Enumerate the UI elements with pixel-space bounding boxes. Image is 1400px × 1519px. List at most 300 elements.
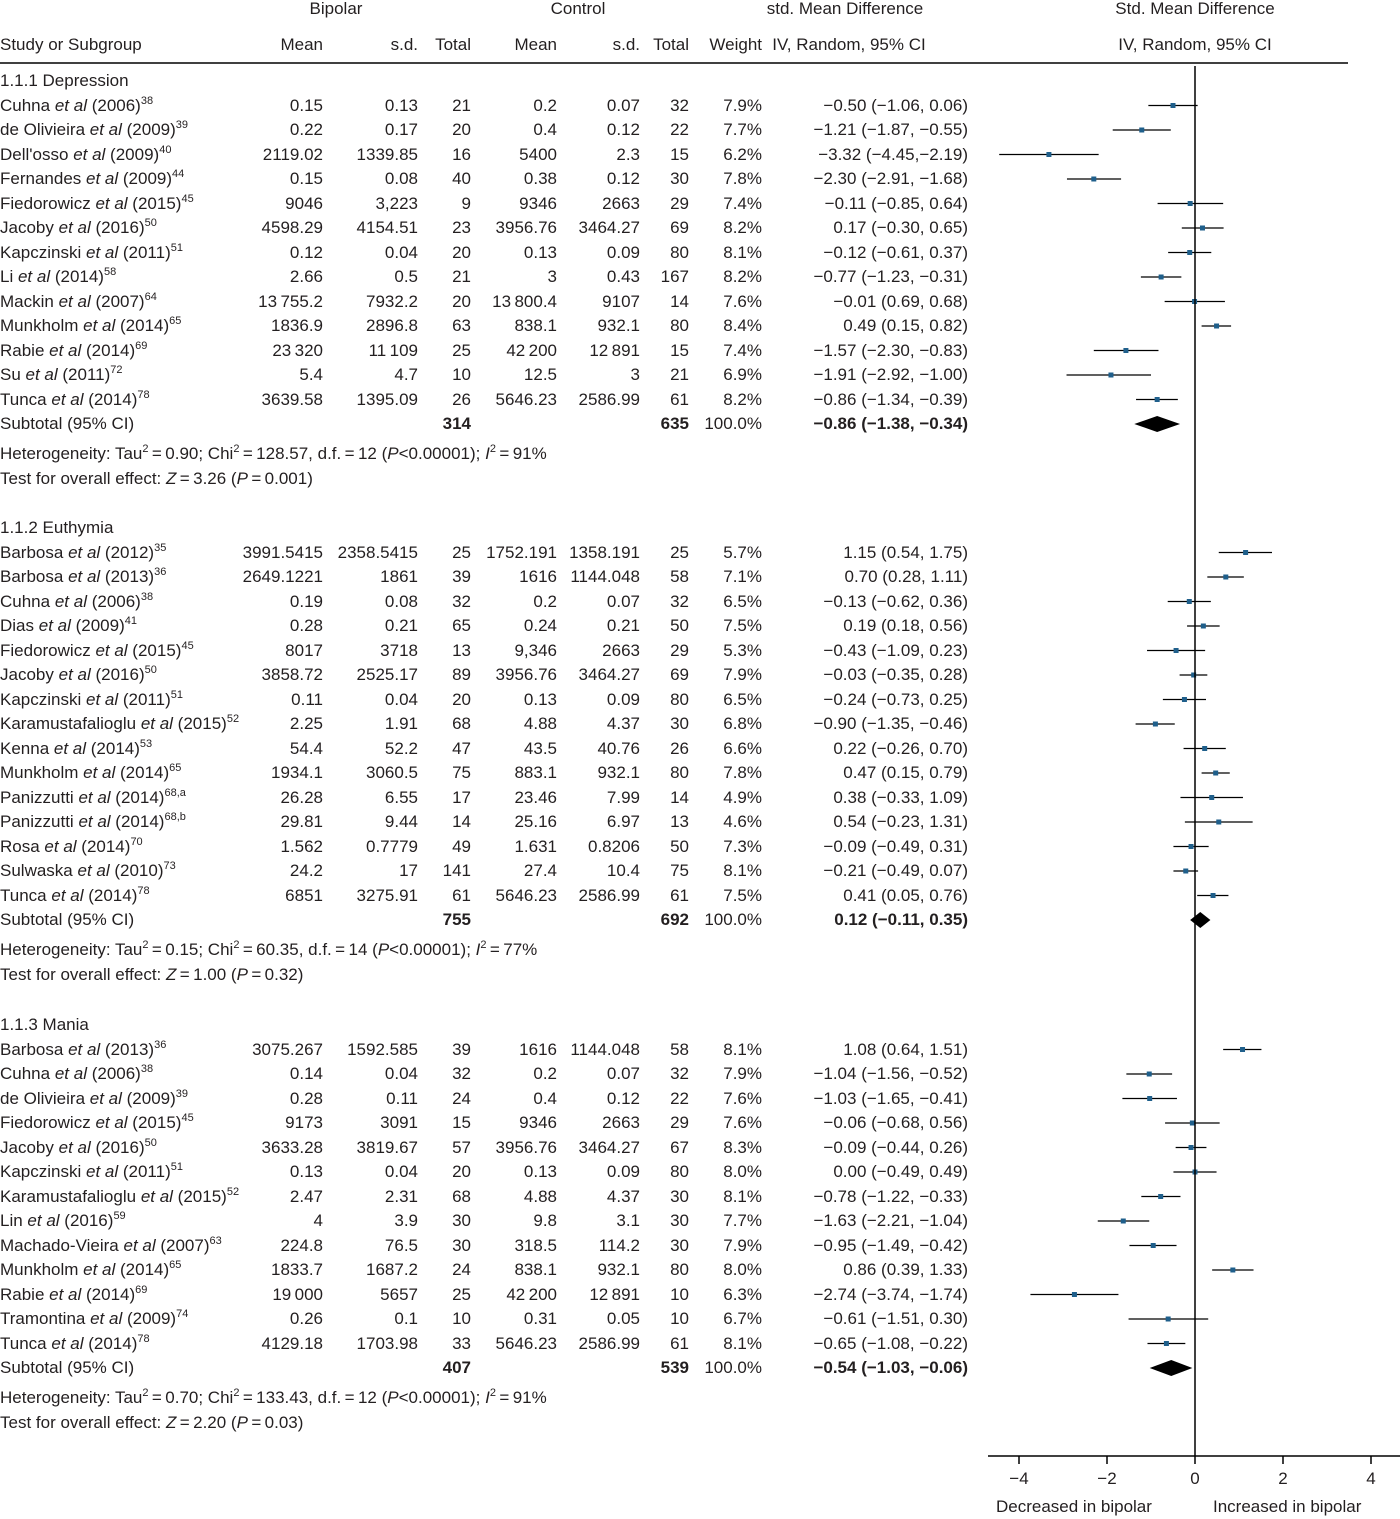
study-etal: et al	[73, 144, 106, 164]
study-year: (2014)	[115, 1260, 170, 1279]
point-estimate	[1121, 1219, 1126, 1224]
mean-bipolar: 0.28	[289, 616, 323, 635]
total-control: 29	[670, 193, 689, 213]
effect-z: Z	[165, 468, 177, 488]
sd-bipolar: 4.7	[394, 365, 418, 384]
sd-bipolar: 0.04	[384, 1162, 418, 1181]
weight: 8.2%	[723, 218, 762, 237]
mean-control: 1.631	[514, 836, 557, 856]
mean-control: 43.5	[523, 738, 557, 758]
effect-ci-text: 1.08 (0.64, 1.51)	[843, 1039, 968, 1059]
weight: 7.7%	[723, 1211, 762, 1230]
weight: 6.5%	[723, 689, 762, 709]
weight: 7.9%	[723, 1064, 762, 1083]
study-year: (2006)	[86, 1064, 141, 1083]
effect-ci-text: −0.86 (−1.34, −0.39)	[813, 389, 968, 409]
study-ref: 45	[181, 192, 194, 205]
study-author: Karamustafalioglu	[0, 714, 137, 733]
effect-ci-text: −0.09 (−0.49, 0.31)	[823, 836, 968, 856]
total-bipolar: 25	[452, 1284, 471, 1304]
point-estimate	[1183, 869, 1188, 874]
study-label	[0, 764, 181, 781]
heterogeneity-text	[0, 445, 547, 462]
subgroup-title: 1.1.1 Depression	[0, 71, 129, 90]
study-label	[0, 862, 176, 879]
weight: 7.6%	[723, 291, 762, 311]
effect-ci-text: −1.57 (−2.30, −0.83)	[813, 340, 968, 360]
sd-bipolar: 0.04	[384, 242, 418, 262]
subtotal-weight: 100.0%	[704, 1358, 762, 1377]
study-ref: 53	[139, 737, 153, 750]
study-ref: 59	[113, 1210, 126, 1222]
weight: 7.9%	[723, 665, 762, 684]
study-label	[0, 617, 137, 634]
total-control: 14	[670, 787, 689, 807]
mean-control: 23.46	[514, 787, 557, 807]
study-ref: 39	[175, 119, 189, 131]
point-estimate	[1188, 201, 1193, 206]
subtotal-ci-text: 0.12 (−0.11, 0.35)	[834, 910, 968, 929]
total-control: 29	[670, 1113, 689, 1132]
study-label	[0, 339, 148, 360]
het-sup: 2	[142, 443, 149, 455]
study-etal: et al	[51, 885, 84, 905]
study-ref: 70	[130, 835, 143, 848]
sd-control: 10.4	[606, 861, 640, 880]
mean-control: 5646.23	[495, 885, 557, 905]
point-estimate	[1209, 795, 1214, 800]
het-p: P	[387, 444, 399, 463]
sd-bipolar: 11 109	[368, 340, 418, 360]
study-label	[0, 192, 194, 213]
sd-control: 3464.27	[578, 218, 640, 237]
study-author: Tunca	[0, 1333, 47, 1353]
study-author: Kenna	[0, 738, 50, 758]
study-ref: 40	[159, 143, 172, 156]
study-label	[0, 1163, 183, 1180]
total-control: 50	[670, 616, 689, 635]
total-control: 14	[670, 291, 689, 311]
study-author: Tunca	[0, 389, 47, 409]
sd-bipolar: 9.44	[384, 812, 418, 831]
subtotal-ci-text: −0.86 (−1.38, −0.34)	[813, 414, 968, 433]
total-control: 13	[670, 812, 689, 831]
study-author: Karamustafalioglu	[0, 1186, 137, 1206]
sd-bipolar: 0.08	[384, 591, 418, 611]
point-estimate	[1202, 746, 1207, 751]
study-label	[0, 94, 154, 115]
mean-control: 4.88	[523, 714, 557, 733]
study-ref: 51	[170, 241, 183, 254]
total-control: 69	[670, 218, 689, 237]
study-year: (2011)	[118, 242, 171, 262]
study-etal: et al	[58, 218, 91, 237]
total-bipolar: 68	[452, 1186, 471, 1206]
study-year: (2015)	[127, 640, 182, 660]
effect-ci-text: −0.06 (−0.68, 0.56)	[823, 1113, 968, 1132]
study-label	[0, 170, 184, 187]
study-ref: 78	[137, 884, 150, 897]
study-author: Dias	[0, 616, 35, 635]
effect-ci-text: −0.24 (−0.73, 0.25)	[823, 689, 968, 709]
x-tick-label: 2	[1278, 1469, 1288, 1488]
mean-control: 9.8	[533, 1211, 557, 1230]
study-label	[0, 1087, 189, 1108]
mean-bipolar: 4129.18	[261, 1333, 323, 1353]
effect-ci-text: 1.15 (0.54, 1.75)	[843, 542, 968, 562]
total-bipolar: 30	[452, 1235, 471, 1255]
weight: 7.6%	[723, 1088, 762, 1108]
sd-control: 932.1	[597, 763, 640, 782]
mean-control: 883.1	[514, 763, 557, 782]
study-etal: et al	[68, 567, 101, 586]
mean-bipolar: 13 755.2	[258, 291, 323, 311]
point-estimate	[1243, 550, 1248, 555]
subtotal-total-bipolar: 314	[442, 414, 471, 433]
study-author: Barbosa	[0, 542, 64, 562]
point-estimate	[1240, 1047, 1245, 1052]
study-etal: et al	[38, 616, 71, 635]
study-author: Jacoby	[0, 1137, 54, 1157]
point-estimate	[1216, 820, 1221, 825]
study-etal: et al	[140, 1186, 173, 1206]
mean-bipolar: 1836.9	[271, 316, 323, 335]
total-control: 32	[670, 1064, 689, 1083]
study-year: (2006)	[86, 95, 141, 115]
effect-part: = 0.001)	[247, 468, 313, 488]
study-year: (2014)	[110, 812, 165, 831]
study-ref: 73	[163, 860, 176, 872]
effect-ci-text: −0.78 (−1.22, −0.33)	[813, 1186, 968, 1206]
study-etal: et al	[54, 1064, 87, 1083]
total-bipolar: 24	[452, 1260, 471, 1279]
total-control: 80	[670, 689, 689, 709]
total-bipolar: 49	[452, 836, 471, 856]
study-etal: et al	[86, 169, 119, 188]
effect-p: P	[236, 1412, 248, 1432]
het-i: I	[485, 1388, 490, 1407]
study-etal: et al	[83, 763, 116, 782]
total-control: 67	[670, 1137, 689, 1157]
het-part: = 91%	[495, 444, 547, 463]
study-etal: et al	[58, 1137, 91, 1157]
study-author: Rosa	[0, 836, 40, 856]
sd-control: 6.97	[606, 812, 640, 831]
mean-bipolar: 1934.1	[271, 763, 323, 782]
sd-bipolar: 2358.5415	[337, 542, 418, 562]
sd-bipolar: 3060.5	[366, 763, 418, 782]
point-estimate	[1211, 893, 1216, 898]
total-bipolar: 23	[452, 218, 471, 237]
study-label	[0, 1065, 153, 1082]
study-year: (2007)	[155, 1235, 210, 1255]
het-sup: 2	[142, 1387, 149, 1399]
sd-control: 0.8206	[588, 836, 640, 856]
total-bipolar: 25	[452, 542, 471, 562]
point-estimate	[1200, 226, 1205, 231]
effect-ci-text: −2.30 (−2.91, −1.68)	[813, 169, 968, 188]
total-control: 21	[670, 365, 689, 384]
weight: 7.6%	[723, 1113, 762, 1132]
study-year: (2009)	[121, 120, 176, 139]
sd-control: 12 891	[589, 340, 640, 360]
subtotal-ci-text: −0.54 (−1.03, −0.06)	[813, 1358, 968, 1377]
study-year: (2014)	[50, 267, 104, 286]
mean-control: 5646.23	[495, 1333, 557, 1353]
study-label	[0, 1185, 240, 1206]
study-author: Barbosa	[0, 567, 64, 586]
total-bipolar: 30	[452, 1211, 471, 1230]
effect-ci-text: −0.61 (−1.51, 0.30)	[823, 1309, 968, 1328]
study-etal: et al	[27, 1211, 60, 1230]
smd-header-right: Std. Mean Difference	[1115, 0, 1275, 18]
sd-bipolar: 0.08	[384, 169, 418, 188]
total-control: 61	[670, 1333, 689, 1353]
mean-bipolar: 3991.5415	[242, 542, 323, 562]
effect-ci-text: −0.11 (−0.85, 0.64)	[824, 193, 968, 213]
point-estimate	[1147, 1072, 1152, 1077]
total-bipolar: 61	[452, 885, 471, 905]
effect-ci-text: −0.13 (−0.62, 0.36)	[823, 591, 968, 611]
total-bipolar: 14	[452, 812, 471, 831]
subtotal-weight: 100.0%	[704, 910, 762, 929]
sd-control: 2586.99	[578, 389, 640, 409]
mean-bipolar: 224.8	[280, 1235, 323, 1255]
point-estimate	[1072, 1292, 1077, 1297]
sd-bipolar: 3,223	[375, 193, 418, 213]
total-bipolar: 63	[452, 316, 471, 335]
sd-control: 2663	[602, 640, 640, 660]
total-bipolar: 21	[452, 267, 471, 286]
sd-control: 3464.27	[578, 1137, 640, 1157]
total-bipolar: 15	[452, 1113, 471, 1132]
total-control: 80	[670, 1260, 689, 1279]
col-header-mean-bipolar: Mean	[280, 35, 323, 54]
het-part: <0.00001);	[389, 940, 476, 959]
study-label	[0, 1212, 126, 1229]
study-etal: et al	[89, 120, 122, 139]
study-ref: 68,a	[164, 786, 186, 799]
study-label	[0, 1283, 148, 1304]
total-control: 61	[670, 389, 689, 409]
sd-control: 4.37	[606, 714, 640, 733]
total-bipolar: 13	[452, 640, 471, 660]
study-label	[0, 388, 150, 409]
het-part: = 77%	[486, 940, 538, 959]
effect-part: = 1.00 (	[176, 964, 237, 984]
total-control: 30	[670, 1186, 689, 1206]
study-author: Munkholm	[0, 1260, 79, 1279]
mean-control: 1616	[519, 567, 557, 586]
study-ref: 51	[170, 688, 183, 701]
weight: 6.2%	[723, 144, 762, 164]
total-control: 30	[670, 1211, 689, 1230]
effect-ci-text: 0.47 (0.15, 0.79)	[843, 763, 968, 782]
effect-ci-text: 0.49 (0.15, 0.82)	[843, 316, 968, 335]
study-year: (2007)	[90, 291, 145, 311]
het-p: P	[377, 940, 390, 959]
total-bipolar: 32	[452, 591, 471, 611]
effect-ci-text: −0.03 (−0.35, 0.28)	[823, 665, 968, 684]
het-sup: 2	[233, 443, 240, 455]
het-sup: 2	[489, 443, 496, 455]
study-year: (2014)	[115, 763, 170, 782]
het-part: = 0.90; Chi	[148, 444, 234, 463]
study-year: (2011)	[118, 1162, 171, 1181]
total-bipolar: 89	[452, 665, 471, 684]
sd-bipolar: 0.11	[386, 1088, 418, 1108]
study-year: (2006)	[86, 591, 141, 611]
sd-bipolar: 0.04	[384, 689, 418, 709]
weight: 8.1%	[723, 1039, 762, 1059]
study-etal: et al	[68, 542, 101, 562]
effect-ci-text: −0.65 (−1.08, −0.22)	[813, 1333, 968, 1353]
study-label	[0, 317, 181, 334]
total-bipolar: 65	[452, 616, 471, 635]
point-estimate	[1139, 128, 1144, 133]
sd-control: 114.2	[598, 1235, 640, 1255]
effect-ci-text: −0.12 (−0.61, 0.37)	[823, 242, 968, 262]
study-year: (2015)	[127, 193, 182, 213]
x-tick-label: 4	[1366, 1469, 1376, 1488]
total-control: 15	[670, 144, 689, 164]
total-bipolar: 20	[452, 689, 471, 709]
total-bipolar: 20	[452, 120, 471, 139]
het-sup: 2	[233, 1387, 240, 1399]
het-sup: 2	[233, 939, 240, 951]
effect-ci-text: −0.21 (−0.49, 0.07)	[823, 861, 968, 880]
sd-control: 1144.048	[570, 1039, 640, 1059]
axis-label-decreased: Decreased in bipolar	[996, 1497, 1152, 1516]
mean-bipolar: 19 000	[272, 1284, 323, 1304]
effect-p: P	[236, 964, 248, 984]
total-bipolar: 21	[452, 95, 471, 115]
sd-control: 2586.99	[578, 885, 640, 905]
sd-control: 3	[630, 365, 640, 384]
study-ref: 38	[140, 1063, 154, 1075]
mean-bipolar: 2119.02	[262, 144, 323, 164]
total-control: 61	[670, 885, 689, 905]
het-part: Heterogeneity: Tau	[0, 940, 143, 959]
study-etal: et al	[83, 1260, 116, 1279]
sd-control: 0.09	[606, 242, 640, 262]
mean-bipolar: 26.28	[280, 787, 323, 807]
weight: 8.1%	[723, 242, 762, 262]
study-year: (2014)	[81, 1284, 136, 1304]
sd-control: 0.07	[606, 591, 640, 611]
study-year: (2015)	[127, 1113, 182, 1132]
study-etal: et al	[53, 738, 87, 758]
sd-bipolar: 1.91	[384, 714, 418, 733]
study-ref: 39	[175, 1087, 189, 1100]
point-estimate	[1155, 397, 1160, 402]
study-author: Fiedorowicz	[0, 640, 91, 660]
weight: 6.3%	[723, 1284, 762, 1304]
mean-bipolar: 9046	[285, 193, 323, 213]
het-part: Heterogeneity: Tau	[0, 444, 143, 463]
point-estimate	[1158, 1194, 1163, 1199]
study-etal: et al	[78, 787, 111, 807]
study-year: (2014)	[115, 316, 170, 335]
study-author: Cuhna	[0, 1064, 51, 1083]
sd-bipolar: 52.2	[384, 738, 418, 758]
study-author: Kapczinski	[0, 242, 82, 262]
weight: 8.2%	[723, 389, 762, 409]
x-tick-label: 0	[1190, 1469, 1200, 1488]
sd-control: 3.1	[616, 1211, 640, 1230]
mean-bipolar: 0.19	[289, 591, 323, 611]
subtotal-total-control: 635	[660, 414, 689, 433]
sd-control: 0.43	[606, 267, 640, 286]
effect-z: Z	[165, 1412, 177, 1432]
study-author: Lin	[0, 1211, 23, 1230]
weight: 7.1%	[723, 567, 762, 586]
study-ref: 78	[137, 388, 150, 401]
point-estimate	[1147, 1096, 1152, 1101]
total-control: 25	[670, 542, 689, 562]
sd-bipolar: 3819.67	[356, 1137, 418, 1157]
study-etal: et al	[95, 1113, 128, 1132]
point-estimate	[1189, 844, 1194, 849]
study-label	[0, 1310, 188, 1327]
total-control: 58	[670, 567, 689, 586]
study-label	[0, 121, 188, 138]
mean-bipolar: 2.66	[289, 267, 323, 286]
study-year: (2009)	[122, 1309, 177, 1328]
weight: 8.2%	[723, 267, 762, 286]
study-ref: 74	[176, 1308, 189, 1320]
study-year: (2016)	[90, 218, 145, 237]
overall-effect-text	[0, 1414, 303, 1431]
total-bipolar: 25	[452, 340, 471, 360]
het-part: = 0.70; Chi	[148, 1388, 234, 1407]
sd-control: 1358.191	[569, 542, 640, 562]
total-bipolar: 20	[452, 242, 471, 262]
het-part: <0.00001);	[398, 444, 486, 463]
weight: 7.9%	[723, 95, 762, 115]
mean-control: 0.2	[533, 1064, 557, 1083]
col-header-sd-bipolar: s.d.	[390, 35, 418, 54]
sd-bipolar: 0.04	[384, 1064, 418, 1083]
study-ref: 36	[154, 566, 167, 578]
total-control: 58	[670, 1039, 689, 1059]
study-label	[0, 219, 157, 236]
axis-label-increased: Increased in bipolar	[1213, 1497, 1362, 1516]
mean-bipolar: 2649.1221	[242, 567, 323, 586]
sd-bipolar: 2.31	[384, 1186, 418, 1206]
col-header-study: Study or Subgroup	[0, 35, 142, 54]
study-ref: 44	[172, 168, 185, 180]
study-author: Dell'osso	[0, 144, 69, 164]
sd-control: 932.1	[597, 1260, 640, 1279]
total-control: 15	[670, 340, 689, 360]
mean-control: 25.16	[514, 812, 557, 831]
study-year: (2009)	[118, 169, 173, 188]
point-estimate	[1190, 1121, 1195, 1126]
sd-control: 0.12	[606, 169, 640, 188]
sd-control: 0.21	[606, 616, 640, 635]
mean-control: 3956.76	[495, 665, 557, 684]
mean-control: 5400	[519, 144, 557, 164]
mean-control: 12.5	[523, 365, 557, 384]
col-header-total-bipolar: Total	[435, 35, 471, 54]
mean-control: 27.4	[523, 861, 557, 880]
study-label	[0, 786, 186, 807]
effect-ci-text: −0.01 (0.69, 0.68)	[833, 291, 968, 311]
col-header-total-control: Total	[653, 35, 689, 54]
study-etal: et al	[123, 1235, 156, 1255]
study-etal: et al	[78, 812, 111, 831]
